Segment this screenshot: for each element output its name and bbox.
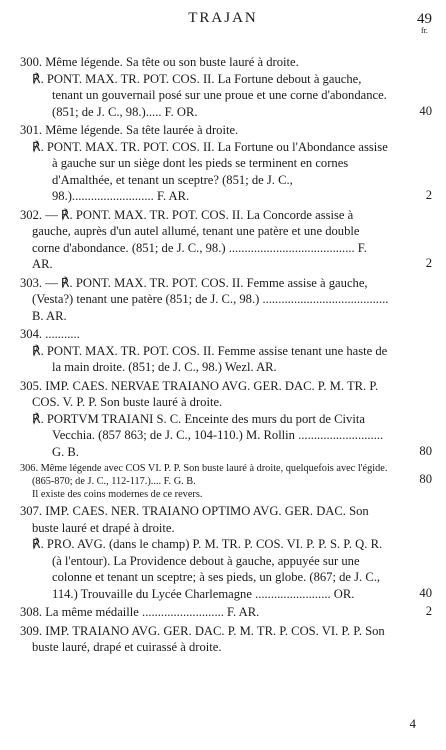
- catalog-entry: [0, 623, 446, 656]
- catalog-entry: [0, 275, 446, 325]
- catalog-entry: [0, 604, 446, 621]
- entry-obverse: 301. Même légende. Sa tête laurée à droite.: [20, 123, 239, 137]
- catalog-entry: [0, 462, 446, 501]
- catalog-entry: [0, 378, 446, 461]
- entry-obverse: 305. IMP. CAES. NERVAE TRAIANO AVG. GER. DAC. P. M. TR. P. COS. V. P. P. Son buste lauré à droite.: [20, 378, 379, 409]
- entry-obverse: 308. La même médaille .......................... F. AR.: [20, 605, 260, 619]
- catalog-entries: [0, 54, 446, 658]
- entry-reverse: ℟. PONT. MAX. TR. POT. COS. II. La Fortune ou l'Abondance assise à gauche sur un siège dont les pieds se terminent en cornes d'Amalthée, et tenant un sceptre? (851; de J. C., 98.).......................... F. AR.: [32, 139, 388, 203]
- entry-value: 80: [419, 471, 432, 486]
- entry-value: 2: [425, 188, 432, 202]
- entry-reverse: ℟. PRO. AVG. (dans le champ) P. M. TR. P. COS. VI. P. P. S. P. Q. R. (à l'entour). La Providence debout à gauche, appuyée sur une colonne et tenant un sceptre; à ses pieds, un globe. (867; de J. C., 114.) Trouvaille du Lycée Charlemagne ........................ OR.: [32, 537, 383, 601]
- entry-value: 2: [425, 604, 432, 618]
- running-header: TRAJAN: [188, 10, 258, 26]
- entry-value: 40: [419, 103, 432, 118]
- entry-obverse: 304. ...........: [20, 327, 80, 341]
- entry-reverse: ℟. PONT. MAX. TR. POT. COS. II. La Fortune debout à gauche, tenant un gouvernail posé sur une proue et une corne d'abondance. (851; de J. C., 98.)..... F. OR.: [32, 71, 387, 119]
- entry-obverse: 307. IMP. CAES. NER. TRAIANO OPTIMO AVG. GER. DAC. Son buste lauré et drapé à droite.: [20, 504, 369, 535]
- entry-value: 2: [425, 256, 432, 270]
- entry-reverse: ℟. PORTVM TRAIANI S. C. Enceinte des murs du port de Civita Vecchia. (857 863; de J. C., 104-110.) M. Rollin ........................... G. B.: [32, 411, 384, 459]
- page-number: 49 fr.: [417, 11, 432, 35]
- catalog-entry: [0, 122, 446, 205]
- entry-obverse: 303. — ℟. PONT. MAX. TR. POT. COS. II. Femme assise à gauche, (Vesta?) tenant une patère (851; de J. C., 98.) ........................................ B. AR.: [20, 275, 389, 323]
- entry-note: Il existe des coins modernes de ce revers.: [32, 489, 203, 500]
- entry-value: 80: [419, 443, 432, 458]
- entry-reverse: ℟. PONT. MAX. TR. POT. COS. II. Femme assise tenant une haste de la main droite. (851; de J. C., 98.) Wezl. AR.: [32, 343, 388, 374]
- entry-obverse: 309. IMP. TRAIANO AVG. GER. DAC. P. M. TR. P. COS. VI. P. P. Son buste lauré, drapé et cuirassé à droite.: [20, 623, 385, 654]
- catalog-entry: [0, 207, 446, 273]
- entry-value: 40: [419, 585, 432, 600]
- catalog-entry: [0, 54, 446, 120]
- entry-obverse: 300. Même légende. Sa tête ou son buste lauré à droite.: [20, 55, 299, 69]
- catalog-entry: [0, 503, 446, 602]
- entry-obverse: 302. — ℟. PONT. MAX. TR. POT. COS. II. La Concorde assise à gauche, auprès d'un autel allumé, tenant une patère et une double corne d'abondance. (851; de J. C., 98.) ........................................ F. AR.: [20, 207, 367, 271]
- entry-obverse: 306. Même légende avec COS VI. P. P. Son buste lauré à droite, quelquefois avec l'égide. (865-870; de J. C., 112-117.).... F. G. B.: [20, 463, 388, 487]
- catalog-entry: [0, 326, 446, 376]
- footer-page-number: 4: [409, 716, 416, 731]
